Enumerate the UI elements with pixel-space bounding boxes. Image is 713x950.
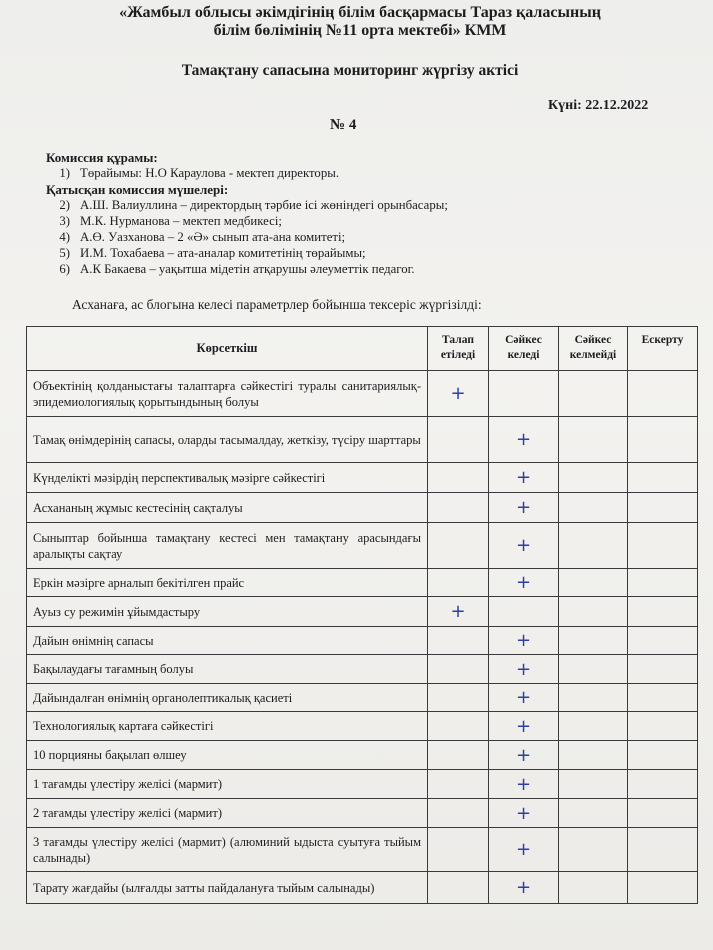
table-row xyxy=(27,569,698,597)
required-cell xyxy=(428,712,489,741)
note-cell xyxy=(628,872,698,904)
table-row xyxy=(27,597,698,627)
note-cell xyxy=(628,417,698,463)
note-cell xyxy=(628,655,698,684)
table-row xyxy=(27,799,698,828)
table-row xyxy=(27,712,698,741)
indicator-cell: Асхананың жұмыс кестесінің сақталуы xyxy=(27,493,428,523)
required-cell xyxy=(428,493,489,523)
indicator-cell: Технологиялық картаға сәйкестігі xyxy=(27,712,428,741)
col-header-not-matches: Сәйкес келмейді xyxy=(559,327,628,371)
note-cell xyxy=(628,371,698,417)
note-cell xyxy=(628,523,698,569)
note-cell xyxy=(628,799,698,828)
indicator-cell: 2 тағамды үлестіру желісі (мармит) xyxy=(27,799,428,828)
list-text: А.Ш. Валиуллина – директордың тәрбие ісі жөніндегі орынбасары; xyxy=(80,198,448,212)
commission-heading: Комиссия құрамы: xyxy=(46,150,158,165)
document-title: Тамақтану сапасына мониторинг жүргізу актісі xyxy=(181,62,519,79)
not-matches-cell xyxy=(559,417,628,463)
indicator-cell: 1 тағамды үлестіру желісі (мармит) xyxy=(27,770,428,799)
members-heading: Қатысқан комиссия мүшелері: xyxy=(46,182,229,197)
required-cell xyxy=(428,741,489,770)
org-name-line-1: «Жамбыл облысы әкімдігінің білім басқармасы Тараз қаласының xyxy=(119,4,601,21)
member-item xyxy=(48,246,366,261)
list-number: 6) xyxy=(59,262,70,276)
matches-cell: + xyxy=(489,627,559,655)
required-cell xyxy=(428,799,489,828)
table-row xyxy=(27,493,698,523)
not-matches-cell xyxy=(559,828,628,872)
indicator-cell: Сыныптар бойынша тамақтану кестесі мен тамақтану арасындағы аралықты сақтау xyxy=(27,523,428,569)
table-row xyxy=(27,770,698,799)
indicator-cell: Тарату жағдайы (ылғалды затты пайдалануға тыйым салынады) xyxy=(27,872,428,904)
not-matches-cell xyxy=(559,463,628,493)
required-cell xyxy=(428,655,489,684)
indicator-cell: 3 тағамды үлестіру желісі (мармит) (алюминий ыдыста суытуға тыйым салынады) xyxy=(27,828,428,872)
member-item xyxy=(48,214,282,229)
not-matches-cell xyxy=(559,371,628,417)
list-text: А.Ө. Уазханова – 2 «Ә» сынып ата-ана комитеті; xyxy=(80,230,346,244)
list-number: 5) xyxy=(59,246,70,260)
inspection-intro: Асханаға, ас блогына келесі параметрлер бойынша тексеріс жүргізілді: xyxy=(72,297,482,312)
indicator-cell: Бақылаудағы тағамның болуы xyxy=(27,655,428,684)
indicator-cell: Ауыз су режимін ұйымдастыру xyxy=(27,597,428,627)
table-row xyxy=(27,828,698,872)
not-matches-cell xyxy=(559,627,628,655)
matches-cell: + xyxy=(489,463,559,493)
matches-cell: + xyxy=(489,569,559,597)
matches-cell: + xyxy=(489,770,559,799)
note-cell xyxy=(628,463,698,493)
note-cell xyxy=(628,828,698,872)
required-cell xyxy=(428,627,489,655)
list-text: А.К Бакаева – уақытша мідетін атқарушы әлеуметтік педагог. xyxy=(80,262,415,276)
table-row xyxy=(27,684,698,712)
matches-cell: + xyxy=(489,712,559,741)
not-matches-cell xyxy=(559,523,628,569)
required-cell xyxy=(428,463,489,493)
not-matches-cell xyxy=(559,655,628,684)
indicator-cell: Дайын өнімнің сапасы xyxy=(27,627,428,655)
required-cell xyxy=(428,684,489,712)
org-name-line-2: білім бөлімінің №11 орта мектебі» КММ xyxy=(213,22,507,39)
matches-cell: + xyxy=(489,684,559,712)
matches-cell: + xyxy=(489,799,559,828)
list-text: И.М. Тохабаева – ата-аналар комитетінің төрайымы; xyxy=(80,246,366,260)
indicator-cell: 10 порцияны бақылап өлшеу xyxy=(27,741,428,770)
list-number: 2) xyxy=(59,198,70,212)
document-date: Күні: 22.12.2022 xyxy=(548,98,649,113)
indicator-cell: Дайындалған өнімнің органолептикалық қасиеті xyxy=(27,684,428,712)
not-matches-cell xyxy=(559,569,628,597)
indicator-cell: Еркін мәзірге арналып бекітілген прайс xyxy=(27,569,428,597)
note-cell xyxy=(628,712,698,741)
note-cell xyxy=(628,770,698,799)
list-number: 1) xyxy=(59,166,70,180)
table-row xyxy=(27,872,698,904)
required-cell xyxy=(428,872,489,904)
note-cell xyxy=(628,597,698,627)
required-cell: + xyxy=(428,597,489,627)
not-matches-cell xyxy=(559,741,628,770)
table-header-row xyxy=(27,327,698,371)
required-cell xyxy=(428,523,489,569)
table-row xyxy=(27,463,698,493)
note-cell xyxy=(628,684,698,712)
table-row xyxy=(27,741,698,770)
required-cell xyxy=(428,828,489,872)
table-row xyxy=(27,371,698,417)
required-cell xyxy=(428,569,489,597)
indicator-cell: Объектінің қолданыстағы талаптарға сәйкестігі туралы санитариялық-эпидемиологиялық қорытындының болуы xyxy=(27,371,428,417)
matches-cell: + xyxy=(489,872,559,904)
table-row xyxy=(27,417,698,463)
commission-chair xyxy=(48,166,339,181)
required-cell: + xyxy=(428,371,489,417)
required-cell xyxy=(428,770,489,799)
not-matches-cell xyxy=(559,684,628,712)
matches-cell: + xyxy=(489,523,559,569)
member-item xyxy=(48,230,345,245)
matches-cell: + xyxy=(489,493,559,523)
matches-cell: + xyxy=(489,417,559,463)
matches-cell: + xyxy=(489,828,559,872)
not-matches-cell xyxy=(559,712,628,741)
list-text: Төрайымы: Н.О Караулова - мектеп директоры. xyxy=(80,166,340,180)
member-item xyxy=(48,262,415,277)
col-header-matches: Сәйкес келеді xyxy=(489,327,559,371)
list-text: М.К. Нурманова – мектеп медбикесі; xyxy=(80,214,282,228)
note-cell xyxy=(628,741,698,770)
matches-cell: + xyxy=(489,655,559,684)
not-matches-cell xyxy=(559,872,628,904)
member-item xyxy=(48,198,448,213)
matches-cell xyxy=(489,371,559,417)
col-header-note: Ескерту xyxy=(628,327,698,371)
list-number: 4) xyxy=(59,230,70,244)
col-header-required: Талап етіледі xyxy=(428,327,489,371)
matches-cell: + xyxy=(489,741,559,770)
matches-cell xyxy=(489,597,559,627)
indicator-cell: Күнделікті мәзірдің перспективалық мәзірге сәйкестігі xyxy=(27,463,428,493)
col-header-indicator: Көрсеткіш xyxy=(27,327,428,371)
not-matches-cell xyxy=(559,597,628,627)
table-row xyxy=(27,627,698,655)
not-matches-cell xyxy=(559,493,628,523)
note-cell xyxy=(628,569,698,597)
table-row xyxy=(27,655,698,684)
note-cell xyxy=(628,627,698,655)
not-matches-cell xyxy=(559,799,628,828)
note-cell xyxy=(628,493,698,523)
document-number: № 4 xyxy=(330,117,357,133)
indicator-cell: Тамақ өнімдерінің сапасы, оларды тасымалдау, жеткізу, түсіру шарттары xyxy=(27,417,428,463)
table-row xyxy=(27,523,698,569)
inspection-table xyxy=(26,326,698,904)
list-number: 3) xyxy=(59,214,70,228)
required-cell xyxy=(428,417,489,463)
not-matches-cell xyxy=(559,770,628,799)
